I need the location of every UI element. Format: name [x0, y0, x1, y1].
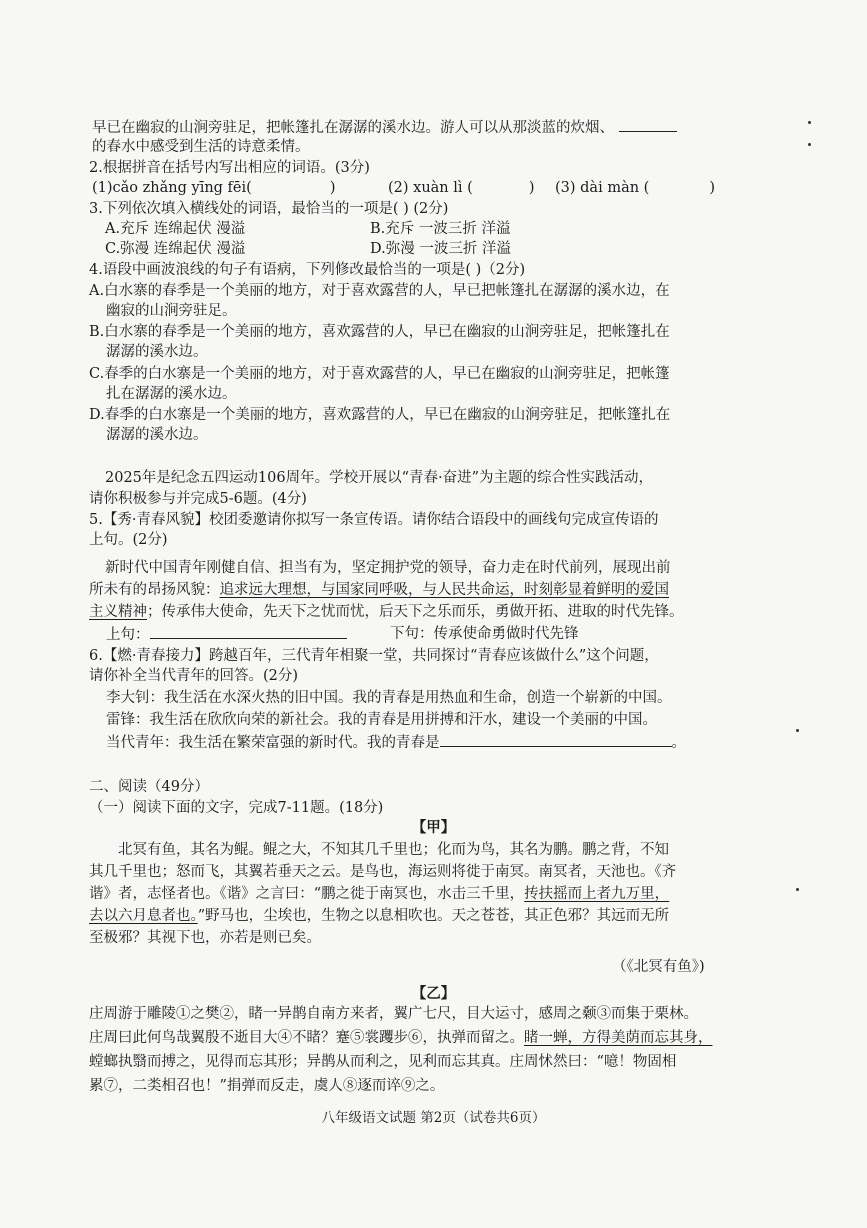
q4-option-c[interactable]: C.春季的白水寨是一个美丽的地方，对于喜欢露营的人，早已在幽寂的山涧旁驻足，把帐篷 [89, 366, 670, 382]
q3-option-b[interactable]: B.充斥 一波三折 洋溢 [370, 221, 511, 237]
yi-line-2-plain: 庄周曰此何鸟哉翼殷不逝目大④不睹？蹇⑤裳躩步⑥，执弹而留之。 [89, 1030, 524, 1046]
jia-line-2: 其几千里也；怒而飞，其翼若垂天之云。是鸟也，海运则将徙于南冥。南冥者，天池也。《齐 [89, 864, 677, 880]
q2-pinyin-2 [388, 178, 534, 198]
q4-option-c-cont: 扎在潺潺的溪水边。 [106, 386, 237, 402]
q6-line-li: 李大钊：我生活在水深火热的旧中国。我的青春是用热血和生命，创造一个崭新的中国。 [106, 690, 672, 706]
q5-title-cont: 上句。(2分) [89, 532, 168, 548]
q4-option-b-cont: 潺潺的溪水边。 [106, 344, 208, 360]
q2-title: 2.根据拼音在括号内写出相应的词语。(3分) [89, 160, 370, 176]
q6-line-now [106, 732, 686, 753]
q5-upper-line [106, 624, 347, 645]
q2-pinyin-1-text: (1)cǎo zhǎng yīng fēi( [92, 180, 252, 196]
scan-speck [808, 121, 811, 124]
q4-option-a-cont: 幽寂的山涧旁驻足。 [106, 303, 237, 319]
q2-close-1: ) [329, 180, 336, 196]
q5-lower-line: 下句：传承使命勇做时代先锋 [390, 626, 579, 642]
q2-pinyin-1 [92, 178, 335, 198]
yi-line-3: 螳螂执翳而搏之，见得而忘其形；异鹊从而利之，见利而忘其真。庄周怵然曰：“噫！物固相 [89, 1054, 677, 1070]
q6-answer-blank[interactable] [440, 732, 672, 747]
jia-line-3 [89, 884, 669, 904]
scan-speck [796, 888, 799, 891]
yi-line-2 [89, 1028, 713, 1048]
activity-line-1: 2025年是纪念五四运动106周年。学校开展以“青春·奋进”为主题的综合性实践活动， [105, 470, 654, 486]
jia-underlined-sentence: 抟扶摇而上者九万里， [524, 886, 670, 902]
q5-underlined-sentence: 追求远大理想，与国家同呼吸，与人民共命运，时刻彰显着鲜明的爱国 [219, 582, 669, 598]
q3-option-d[interactable]: D.弥漫 一波三折 洋溢 [370, 241, 511, 257]
intro-line-1 [92, 117, 677, 138]
intro-line-2: 的春水中感受到生活的诗意柔情。 [92, 139, 310, 155]
q5-upper-label: 上句： [106, 627, 150, 643]
q4-option-d[interactable]: D.春季的白水寨是一个美丽的地方，喜欢露营的人，早已在幽寂的山涧旁驻足，把帐篷扎在 [89, 407, 671, 423]
q2-pinyin-3 [555, 178, 715, 198]
reading-part-title: （一）阅读下面的文字，完成7-11题。(18分) [89, 800, 384, 816]
q5-upper-blank[interactable] [150, 624, 347, 639]
q5-passage-1: 新时代中国青年刚健自信、担当有为，坚定拥护党的领导，奋力走在时代前列，展现出前 [105, 560, 671, 576]
q6-title-cont: 请你补全当代青年的回答。(2分) [89, 668, 299, 684]
jia-line-1: 北冥有鱼，其名为鲲。鲲之大，不知其几千里也；化而为鸟，其名为鹏。鹏之背，不知 [118, 842, 669, 858]
q4-option-b[interactable]: B.白水寨的春季是一个美丽的地方，喜欢露营的人，早已在幽寂的山涧旁驻足，把帐篷扎在 [89, 324, 670, 340]
yi-heading: 【乙】 [411, 985, 456, 1002]
yi-line-1: 庄周游于雕陵①之樊②，睹一异鹊自南方来者，翼广七尺，目大运寸，感周之颡③而集于栗林。 [89, 1006, 698, 1022]
q6-title: 6.【燃·青春接力】跨越百年，三代青年相聚一堂，共同探讨“青春应该做什么”这个问题， [89, 648, 659, 664]
yi-line-4: 累⑦，二类相召也！”捐弹而反走，虞人⑧逐而谇⑨之。 [89, 1078, 445, 1094]
jia-underlined-sentence-end: 去以六月息者也。 [89, 908, 198, 924]
page-footer: 八年级语文试题 第2页（试卷共6页） [321, 1110, 546, 1126]
jia-line-5: 至极邪？其视下也，亦若是则已矣。 [89, 930, 321, 946]
q3-option-c[interactable]: C.弥漫 连绵起伏 漫溢 [105, 241, 246, 257]
q4-option-a[interactable]: A.白水寨的春季是一个美丽的地方，对于喜欢露营的人，早已把帐篷扎在潺潺的溪水边，在 [89, 283, 670, 299]
jia-line-3-plain: 谐》者，志怪者也。《谐》之言曰：“鹏之徙于南冥也，水击三千里， [89, 886, 525, 902]
q5-passage-2 [89, 580, 669, 600]
reading-section-title: 二、阅读（49分） [89, 779, 209, 795]
scan-speck [808, 143, 811, 146]
jia-line-4 [89, 906, 669, 926]
q6-line-lei: 雷锋：我生活在欣欣向荣的新社会。我的青春是用拼搏和汗水，建设一个美丽的中国。 [106, 712, 657, 728]
q6-line-now-text: 当代青年：我生活在繁荣富强的新时代。我的青春是 [106, 735, 440, 751]
q2-pinyin-3-text: (3) dài màn ( [555, 180, 650, 196]
scan-speck [796, 729, 799, 732]
q2-pinyin-2-text: (2) xuàn lì ( [388, 180, 473, 196]
activity-line-2: 请你积极参与并完成5-6题。(4分) [89, 491, 307, 507]
q4-title: 4.语段中画波浪线的句子有语病，下列修改最恰当的一项是( )（2分) [89, 262, 526, 278]
q2-close-2: ) [528, 180, 535, 196]
intro-text-1: 早已在幽寂的山涧旁驻足，把帐篷扎在潺潺的溪水边。游人可以从那淡蓝的炊烟、 [92, 120, 614, 136]
q5-passage-3-plain: ；传承伟大使命，先天下之忧而忧，后天下之乐而乐，勇做开拓、进取的时代先锋。 [147, 604, 684, 620]
q4-option-d-cont: 潺潺的溪水边。 [106, 427, 208, 443]
q6-line-now-end: 。 [671, 735, 686, 751]
jia-source: （《北冥有鱼》) [612, 959, 705, 975]
intro-blank[interactable] [619, 117, 677, 132]
q3-option-a[interactable]: A.充斥 连绵起伏 漫溢 [105, 221, 246, 237]
q3-title: 3.下列依次填入横线处的词语，最恰当的一项是( ) (2分) [89, 201, 449, 217]
q2-close-3: ) [709, 180, 715, 196]
q5-passage-2-plain: 所未有的昂扬风貌： [89, 582, 220, 598]
jia-line-4-plain: ”野马也，尘埃也，生物之以息相吹也。天之苍苍，其正色邪？其远而无所 [197, 908, 670, 924]
yi-underlined-sentence: 睹一蝉，方得美荫而忘其身， [524, 1030, 713, 1046]
q5-passage-3 [89, 602, 684, 622]
q5-underlined-sentence-end: 主义精神 [89, 604, 147, 620]
q5-title: 5.【秀·青春风貌】校团委邀请你拟写一条宣传语。请你结合语段中的画线句完成宣传语的 [89, 512, 659, 528]
jia-heading: 【甲】 [411, 819, 456, 836]
